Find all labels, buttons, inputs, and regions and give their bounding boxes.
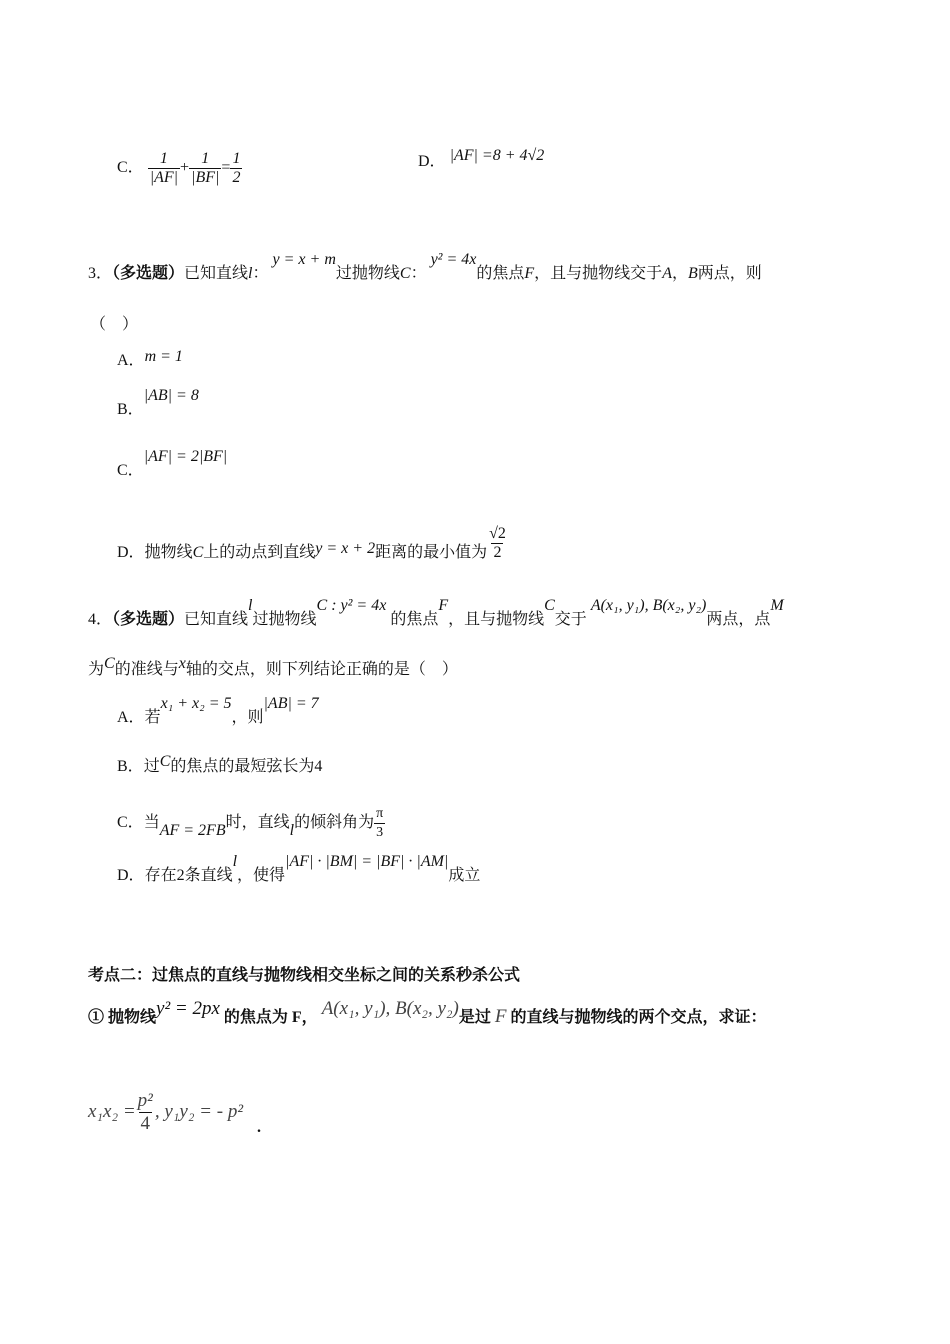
fraction bbox=[148, 150, 180, 187]
math-var: C bbox=[104, 655, 115, 672]
option-label: D． bbox=[418, 153, 446, 170]
math-var: x bbox=[178, 655, 186, 672]
q3-option-d bbox=[117, 525, 508, 572]
plus: + bbox=[180, 159, 190, 177]
math-var: F bbox=[524, 265, 535, 282]
numerator: 1 bbox=[159, 150, 168, 167]
text: 的焦点 bbox=[476, 265, 525, 282]
text: 两点，则 bbox=[697, 265, 762, 282]
q4-stem-line1 bbox=[88, 597, 784, 630]
fraction bbox=[374, 805, 385, 842]
text: 的焦点为 F， bbox=[223, 1009, 318, 1026]
text: 已知直线 bbox=[184, 611, 249, 628]
math-expression: AF = 2FB bbox=[159, 822, 226, 840]
math-expression: |AF| = 2|BF| bbox=[143, 448, 228, 465]
math-var: F bbox=[438, 597, 449, 614]
math-expression: |AF| =8 + 4√2 bbox=[449, 147, 545, 164]
math-var: C bbox=[159, 753, 171, 770]
denominator: 3 bbox=[376, 825, 384, 840]
question-number: 3． bbox=[88, 265, 113, 282]
text: 抛物线 bbox=[144, 544, 193, 562]
text: 若 bbox=[144, 709, 161, 726]
option-label: A． bbox=[117, 709, 145, 726]
fraction bbox=[487, 525, 508, 562]
q2-option-d bbox=[418, 147, 545, 172]
math-var: C bbox=[192, 544, 204, 562]
text: 成立 bbox=[448, 867, 481, 884]
numerator: 1 bbox=[232, 150, 241, 167]
math-expression: |AF| · |BM| = |BF| · |AM| bbox=[285, 853, 449, 870]
text: 过抛物线 bbox=[335, 265, 400, 282]
text: 时，直线 bbox=[225, 814, 290, 832]
q4-option-d bbox=[117, 853, 481, 886]
math-var: C bbox=[399, 265, 411, 282]
option-label: A． bbox=[117, 352, 145, 369]
text: 上的动点到直线 bbox=[203, 544, 316, 562]
text: ，则 bbox=[231, 709, 264, 726]
q3-option-c bbox=[117, 448, 228, 481]
math-var: M bbox=[770, 597, 784, 614]
text: 交于 bbox=[554, 611, 587, 628]
option-label: C． bbox=[117, 462, 144, 479]
answer-blank: （ ） bbox=[90, 316, 139, 333]
section-heading: 考点二：过焦点的直线与抛物线相交坐标之间的关系秒杀公式 bbox=[88, 967, 521, 984]
q3-option-b bbox=[117, 387, 199, 420]
math-var: A bbox=[662, 265, 672, 282]
math-expression: , y₁y₂ = - p² bbox=[154, 1100, 244, 1122]
question-number: 4． bbox=[88, 611, 113, 628]
q4-option-b bbox=[117, 753, 323, 777]
option-label: B． bbox=[117, 401, 144, 418]
math-var: C bbox=[544, 597, 555, 614]
text: 的焦点的最短弦长为4 bbox=[170, 758, 323, 775]
denominator: |AF| bbox=[149, 169, 179, 186]
math-var: F bbox=[494, 1006, 507, 1027]
period: . bbox=[257, 1119, 261, 1136]
denominator: |BF| bbox=[191, 169, 220, 186]
text: 距离的最小值为 bbox=[375, 544, 488, 562]
option-label: D． bbox=[117, 867, 145, 884]
denominator: 2 bbox=[232, 169, 241, 186]
numerator: 1 bbox=[201, 150, 210, 167]
text: 为 bbox=[88, 661, 105, 678]
math-expression: y² = 2px bbox=[156, 998, 220, 1019]
text: 当 bbox=[143, 814, 160, 832]
numerator: √2 bbox=[489, 525, 506, 542]
math-expression: y = x + 2 bbox=[315, 540, 376, 558]
option-label: C． bbox=[117, 159, 144, 177]
text: 两点，点 bbox=[706, 611, 771, 628]
fraction bbox=[189, 150, 221, 187]
text: 过 bbox=[143, 758, 160, 775]
fraction bbox=[136, 1090, 155, 1135]
text: 轴的交点，则下列结论正确的是（ ） bbox=[185, 661, 458, 678]
math-expression: m = 1 bbox=[144, 348, 183, 365]
math-expression: x₁ + x₂ = 5 bbox=[160, 695, 232, 712]
proof-formula bbox=[88, 1090, 243, 1135]
text: ，且与抛物线 bbox=[448, 611, 545, 628]
numerator: p² bbox=[137, 1090, 153, 1111]
text: ① 抛物线 bbox=[88, 1009, 157, 1026]
option-label: B． bbox=[117, 758, 144, 775]
math-expression: A(x₁, y₁), B(x₂, y₂) bbox=[590, 597, 707, 614]
math-expression: |AB| = 8 bbox=[143, 387, 199, 404]
text: ，且与抛物线交于 bbox=[534, 265, 663, 282]
math-var: l bbox=[248, 265, 253, 282]
math-expression: C : y² = 4x bbox=[316, 597, 387, 614]
math-var: B bbox=[687, 265, 698, 282]
numerator: π bbox=[376, 806, 384, 821]
text: 存在2条直线 bbox=[144, 867, 233, 884]
math-var: l bbox=[289, 822, 295, 840]
text: ： bbox=[410, 265, 427, 282]
text: ， bbox=[671, 265, 688, 282]
option-label: D． bbox=[117, 544, 145, 562]
equals: = bbox=[221, 159, 231, 177]
math-expression: A(x₁, y₁), B(x₂, y₂) bbox=[321, 998, 459, 1019]
math-expression: y² = 4x bbox=[430, 251, 477, 268]
math-expression: y = x + m bbox=[272, 251, 336, 268]
text: ，使得 bbox=[237, 867, 286, 884]
text: 是过 bbox=[458, 1009, 491, 1026]
denominator: 4 bbox=[140, 1113, 150, 1134]
text: 的倾斜角为 bbox=[294, 814, 375, 832]
option-label: C． bbox=[117, 814, 144, 832]
math-expression: |AB| = 7 bbox=[263, 695, 319, 712]
text: 的准线与 bbox=[114, 661, 179, 678]
q4-option-c bbox=[117, 805, 385, 842]
section2-statement bbox=[88, 998, 767, 1028]
fraction bbox=[230, 150, 242, 187]
text: ： bbox=[252, 265, 269, 282]
math-var: l bbox=[248, 597, 253, 614]
text: 已知直线 bbox=[184, 265, 249, 282]
q4-stem-line2 bbox=[88, 655, 458, 680]
math-var: l bbox=[232, 853, 238, 870]
q3-stem bbox=[88, 251, 762, 284]
question-tag: （多选题） bbox=[112, 265, 185, 282]
math-expression: x₁x₂ = bbox=[88, 1100, 136, 1122]
question-tag: （多选题） bbox=[112, 611, 185, 628]
text: 过抛物线 bbox=[252, 611, 317, 628]
text: 的直线与抛物线的两个交点，求证： bbox=[510, 1009, 767, 1026]
denominator: 2 bbox=[493, 544, 502, 561]
q2-option-c bbox=[117, 150, 242, 187]
q3-option-a bbox=[117, 348, 183, 371]
q4-option-a bbox=[117, 695, 319, 728]
text: 的焦点 bbox=[390, 611, 439, 628]
